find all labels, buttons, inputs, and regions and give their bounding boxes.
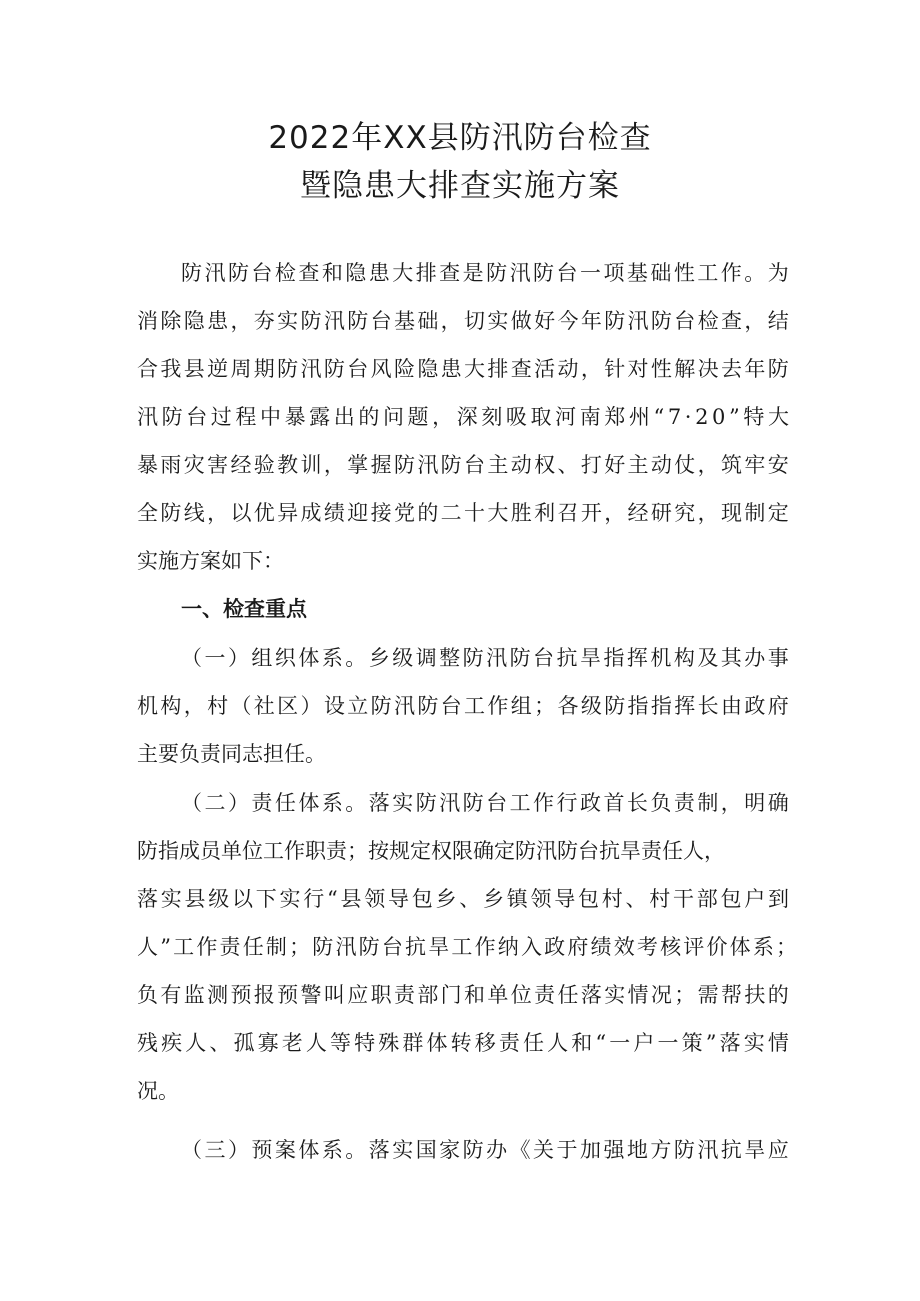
item2-line: 负 有 监 测 预 报 预 警 叫 应 职 责 部 门 和 单 位 责 任 落 实 情 况 ； 需 帮 扶 的 bbox=[137, 983, 789, 1007]
intro-line: 合 我 县 逆 周 期 防 汛 防 台 风 险 隐 患 大 排 查 活 动 ， 针 对 性 解 决 去 年 防 bbox=[137, 357, 789, 381]
item3-line: （ 三 ） 预 案 体 系 。 落 实 国 家 防 办 《 关 于 加 强 地 方 防 汛 抗 旱 应 bbox=[181, 1138, 789, 1162]
intro-line: 暴 雨 灾 害 经 验 教 训 ， 掌 握 防 汛 防 台 主 动 权 、 打 好 主 动 仗 ， 筑 牢 安 bbox=[137, 453, 789, 477]
item2-line: 防指成员单位工作职责；按规定权限确定防汛防台抗旱责任人， bbox=[137, 839, 725, 863]
item1-line: 机 构 ， 村 （ 社 区 ） 设 立 防 汛 防 台 工 作 组 ； 各 级 防 指 指 挥 长 由 政 府 bbox=[137, 694, 789, 718]
item1-line: （ 一 ） 组 织 体 系 。 乡 级 调 整 防 汛 防 台 抗 旱 指 挥 机 构 及 其 办 事 bbox=[181, 646, 789, 670]
document-title-line-2: 暨隐患大排查实施方案 bbox=[300, 168, 620, 204]
item2-line: 落 实 县 级 以 下 实 行 “ 县 领 导 包 乡 、 乡 镇 领 导 包 村 、 村 干 部 包 户 到 bbox=[137, 887, 789, 911]
intro-line: 防 汛 防 台 检 查 和 隐 患 大 排 查 是 防 汛 防 台 一 项 基 础 性 工 作 。 为 bbox=[181, 261, 789, 285]
intro-line: 汛 防 台 过 程 中 暴 露 出 的 问 题 ， 深 刻 吸 取 河 南 郑 州 “ 7 · 2 0 ” 特 大 bbox=[137, 405, 789, 429]
intro-line: 全 防 线 ， 以 优 异 成 绩 迎 接 党 的 二 十 大 胜 利 召 开 ， 经 研 究 ， 现 制 定 bbox=[137, 501, 789, 525]
document-title-line-1: 2022年XX县防汛防台检查 bbox=[268, 120, 652, 156]
section-heading: 一、检查重点 bbox=[181, 597, 307, 621]
item2-line: 残 疾 人 、 孤 寡 老 人 等 特 殊 群 体 转 移 责 任 人 和 “ 一 户 一 策 ” 落 实 情 bbox=[137, 1031, 789, 1055]
intro-line: 实施方案如下： bbox=[137, 549, 284, 573]
item1-line: 主要负责同志担任。 bbox=[137, 742, 326, 766]
intro-line: 消 除 隐 患 ， 夯 实 防 汛 防 台 基 础 ， 切 实 做 好 今 年 防 汛 防 台 检 查 ， 结 bbox=[137, 309, 789, 333]
item2-line: 人 ” 工 作 责 任 制 ； 防 汛 防 台 抗 旱 工 作 纳 入 政 府 绩 效 考 核 评 价 体 系 ； bbox=[137, 935, 797, 959]
item2-line: （ 二 ） 责 任 体 系 。 落 实 防 汛 防 台 工 作 行 政 首 长 负 责 制 ， 明 确 bbox=[181, 791, 789, 815]
item2-line: 况。 bbox=[137, 1079, 179, 1103]
